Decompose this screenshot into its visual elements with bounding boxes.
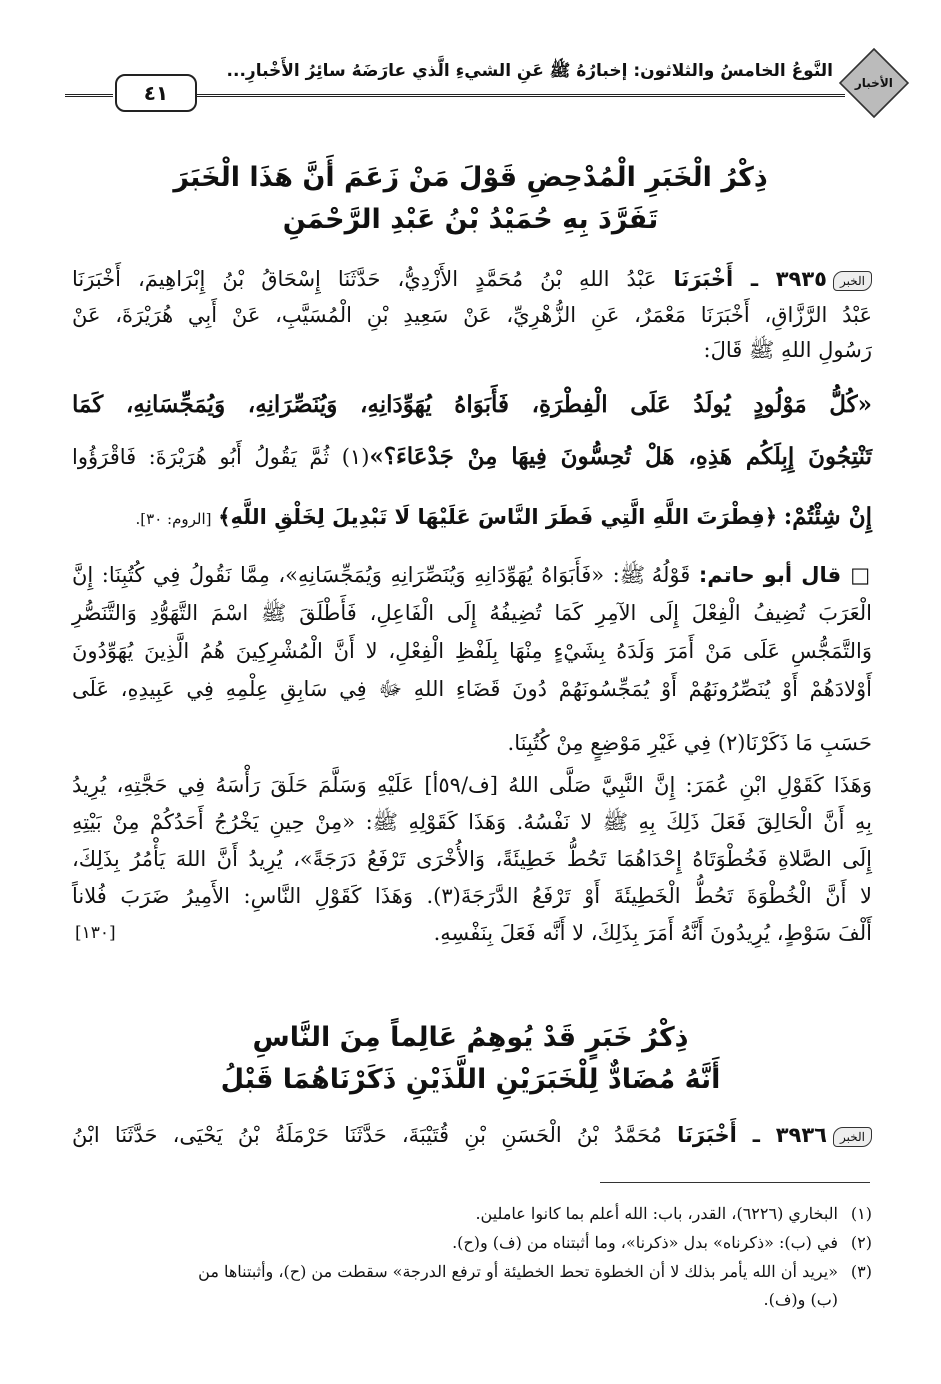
footnote-number: (١) (850, 1204, 872, 1223)
isnad-text: مُحَمَّدُ بْنُ الْحَسَنِ بْنِ قُتَيْبَةَ، حَدَّثَنَا حَرْمَلَةُ بْنُ يَحْيَى، حَدَّثَنَا ابْنُ (72, 1123, 662, 1147)
footnote-text: «يريد أن الله يأمر بذلك لا أن الخطوة تحط الخطيئة أو ترفع الدرجة» سقطت من (ح)، وأثبتناها من (198, 1262, 838, 1281)
footnote-3 (72, 1258, 872, 1286)
paragraph-line: وَهَذَا كَقَوْلِ ابْنِ عُمَرَ: إِنَّ النَّبِيَّ صَلَّى اللهُ [ف/٥٩أ] عَلَيْهِ وَسَلَّمَ حَلَقَ رَأْسَهُ فِي حَجَّتِهِ، يُرِيدُ (72, 773, 872, 797)
page-header (65, 52, 905, 112)
isnad-text: عَبْدُ اللهِ بْنُ مُحَمَّدٍ الأَزْدِيُّ، حَدَّثَنَا إِسْحَاقُ بْنُ إِبْرَاهِيمَ، أَخْبَرَنَا (72, 267, 657, 291)
page-number: ٤١ (115, 74, 197, 112)
commentary-line: وَالتَّمَجُّسِ عَلَى مَنْ أَمَرَ وَلَدَهُ بِشَيْءٍ مِنْهَا بِلَفْظِ الْفِعْلِ، لا أَنَّ الْمُشْرِكِينَ هُمُ الَّذِينَ يُهَوِّدُونَ (72, 639, 872, 663)
section-heading-2-line2: أَنَّهُ مُضَادٌّ لِلْخَبَرَيْنِ اللَّذَيْنِ ذَكَرْنَاهُمَا قَبْلُ (220, 1064, 721, 1095)
hadith-3935-line (72, 262, 872, 296)
paragraph-line: إِلَى الصَّلاةِ فَخُطْوَتَاهُ إِحْدَاهُمَا تَحُطُّ خَطِيئَةً، وَالأُخْرَى تَرْفَعُ دَرَجَةً»، يُرِيدُ أَنَّ اللهَ يَأْمُرُ بِذَلِكَ، (72, 847, 872, 871)
hadith-tag-icon: الخبر (833, 271, 872, 291)
hadith-number: ٣٩٣٦ ـ أَخْبَرَنَا (677, 1123, 828, 1147)
commentary-line: أَوْلادَهُمْ أَوْ يُنَصِّرُونَهُمْ أَوْ يُمَجِّسُونَهُمْ دُونَ قَضَاءِ اللهِ ﷻ فِي سَابِقِ عِلْمِهِ فِي عَبِيدِهِ، عَلَى (72, 677, 872, 701)
hadith-3936-line (72, 1118, 872, 1152)
footnote-number: (٣) (850, 1262, 872, 1281)
header-rule (195, 94, 845, 97)
matn-line (72, 440, 872, 474)
hadith-number: ٣٩٣٥ ـ أَخْبَرَنَا (673, 267, 827, 291)
quran-verse: ﴿فِطْرَتَ اللَّهِ الَّتِي فَطَرَ النَّاسَ عَلَيْهَا لَا تَبْدِيلَ لِخَلْقِ اللَّهِ﴾ (218, 505, 778, 529)
header-rule-left (65, 94, 113, 97)
matn-text: تَنْتِجُونَ إِبِلَكُم هَذِهِ، هَلْ تُحِسُّونَ فِيهَا مِنْ جَدْعَاءَ؟» (369, 443, 872, 470)
hadith-tag-icon: الخبر (833, 1127, 872, 1147)
paragraph-line: بِهِ أَنَّ الْحَالِقَ فَعَلَ ذَلِكَ بِهِ ﷺ لا نَفْسُهُ. وَهَذَا كَقَوْلِهِ ﷺ: «مِنْ حِينِ يَخْرُجُ أَحَدُكُمْ مِنْ بَيْتِهِ (72, 810, 872, 834)
footnote-text: البخاري (٦٢٢٦)، القدر، باب: الله أعلم بما كانوا عاملين. (475, 1204, 838, 1223)
manuscript-ref: [١٣٠] (75, 923, 116, 943)
footnote-2 (72, 1229, 872, 1257)
commentary-lead: □ قال أبو حاتم: (698, 563, 872, 587)
paragraph-line: لا أَنَّ الْخُطْوَةَ تَحُطُّ الْخَطِيئَةَ أَوْ تَرْفَعُ الدَّرَجَةَ(٣). وَهَذَا كَقَوْلِ النَّاسِ: الأَمِيرُ ضَرَبَ فُلاناً (72, 884, 872, 908)
puzzle-icon: الأخبار (839, 48, 909, 118)
matn-tail: (١) ثُمَّ يَقُولُ أَبُو هُرَيْرَةَ: فَاقْرَؤُوا (72, 445, 370, 469)
commentary-line (72, 558, 872, 592)
matn-line: «كُلُّ مَوْلُودٍ يُولَدُ عَلَى الْفِطْرَةِ، فَأَبَوَاهُ يُهَوِّدَانِهِ، وَيُنَصِّرَانِهِ، وَيُمَجِّسَانِهِ، كَمَا (72, 391, 872, 418)
footnote-3-cont (72, 1286, 872, 1314)
footnote-number: (٢) (850, 1233, 872, 1252)
matn-text: إِنْ شِئْتُمْ: (783, 503, 872, 530)
footnote-text: في (ب): «ذكرناه» بدل «ذكرنا»، وما أثبتناه من (ف) و(ح). (452, 1233, 838, 1252)
section-heading-1-line2: تَفَرَّدَ بِهِ حُمَيْدُ بْنُ عَبْدِ الرَّحْمَنِ (282, 204, 659, 235)
commentary-line: الْعَرَبَ تُضِيفُ الْفِعْلَ إِلَى الآمِرِ كَمَا تُضِيفُهُ إِلَى الْفَاعِلِ، فَأَطْلَقَ ﷺ اسْمَ التَّهَوُّدِ وَالتَّنَصُّرِ (72, 601, 872, 625)
section-heading-2: ذِكْرُ خَبَرٍ قَدْ يُوهِمُ عَالِماً مِنَ النَّاسِ (252, 1022, 689, 1053)
commentary-line: حَسَبِ مَا ذَكَرْنَا(٢) فِي غَيْرِ مَوْضِعٍ مِنْ كُتُبِنَا. (507, 731, 872, 755)
footnote-text: (ب) و(ف). (763, 1290, 838, 1309)
footnote-rule (600, 1182, 870, 1183)
paragraph-line: أَلْفَ سَوْطٍ، يُرِيدُونَ أَنَّهُ أَمَرَ بِذَلِكَ، لا أَنَّه فَعَلَ بِنَفْسِهِ. (433, 921, 872, 945)
isnad-line: عَبْدُ الرَّزَّاقِ، أَخْبَرَنَا مَعْمَرٌ، عَنِ الزُّهْرِيِّ، عَنْ سَعِيدِ بْنِ الْمُسَيَّبِ، عَنْ أَبِي هُرَيْرَةَ، عَنْ (72, 303, 872, 327)
commentary-text: قَوْلُهُ ﷺ: «فَأَبَوَاهُ يُهَوِّدَانِهِ وَيُنَصِّرَانِهِ وَيُمَجِّسَانِهِ»، مِمَّا نَقُولُ فِي كُتُبِنَا: إِنَّ (72, 563, 691, 587)
quran-line (72, 500, 872, 536)
isnad-line: رَسُولِ اللهِ ﷺ قَالَ: (703, 338, 872, 362)
section-heading-1: ذِكْرُ الْخَبَرِ الْمُدْحِضِ قَوْلَ مَنْ زَعَمَ أَنَّ هَذَا الْخَبَرَ (173, 162, 768, 193)
quran-reference: [الروم: ٣٠]. (135, 510, 212, 528)
footnote-1 (72, 1200, 872, 1228)
running-title: النَّوعُ الخامسُ والثلاثون: إخبارُهُ ﷺ عَنِ الشيءِ الَّذي عارَضَهُ سائِرُ الأَخْبارِ... (226, 61, 833, 81)
